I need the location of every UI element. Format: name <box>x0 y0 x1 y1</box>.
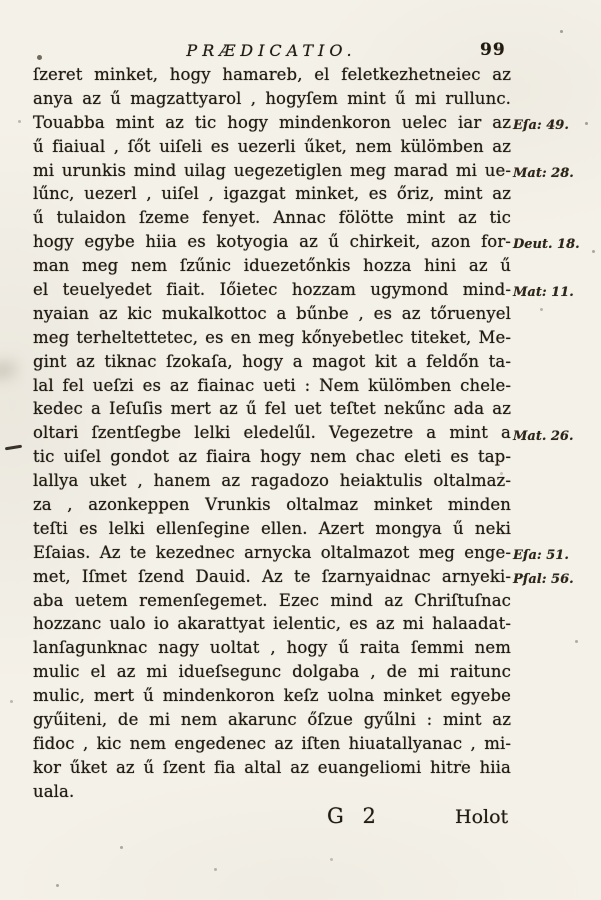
text-line: Touabba mint az tic hogy mindenkoron uelec iar az <box>33 112 511 132</box>
margin-note: Pſal: 56. <box>513 571 574 587</box>
text-line: nyaian az kic mukalkottoc a bűnbe , es az tőruenyel <box>33 303 511 323</box>
text-line: mi urunkis mind uilag uegezetiglen meg marad mi ue- <box>33 160 511 180</box>
text-line: Eſaias. Az te kezednec arnycka oltalmazot meg enge- <box>33 542 511 562</box>
text-line: anya az ű magzattyarol , hogyſem mint ű mi rullunc. <box>33 88 511 108</box>
margin-note: Mat: 28. <box>513 165 574 181</box>
text-line: ű tulaidon ſzeme fenyet. Annac fölötte mint az tic <box>33 208 511 228</box>
text-line: ű fiaiual , ſőt uiſeli es uezerli űket, nem külömben az <box>33 136 511 156</box>
text-line: kedec a Ieſuſis mert az ű fel uet teſtet nekűnc ada az <box>33 399 511 419</box>
text-line: kor űket az ű ſzent fia altal az euangeliomi hitre hiia <box>33 757 511 777</box>
text-line: hozzanc ualo io akarattyat ielentic, es az mi halaadat- <box>33 614 511 634</box>
text-line: tic uiſel gondot az fiaira hogy nem chac eleti es tap- <box>33 447 511 467</box>
text-line: met, Iſmet ſzend Dauid. Az te ſzarnyaidnac arnyeki- <box>33 566 511 586</box>
margin-note: Eſa: 49. <box>513 117 569 133</box>
text-line: aba uetem remenſegemet. Ezec mind az Chriſtuſnac <box>33 590 511 610</box>
text-line: mulic el az mi idueſsegunc dolgaba , de mi raitunc <box>33 662 511 682</box>
text-line: ſzeret minket, hogy hamareb, el feletkezhetneiec az <box>33 65 511 84</box>
text-line: man meg nem ſzűnic iduezetőnkis hozza hini az ű <box>33 256 511 276</box>
text-line: uala. <box>33 781 75 801</box>
running-title: PRÆDICATIO. <box>186 41 357 60</box>
text-line: lal fel ueſzi es az fiainac ueti : Nem külömben chele- <box>33 375 511 395</box>
margin-note: Mat. 26. <box>513 428 574 444</box>
text-line: lanſagunknac nagy uoltat , hogy ű raita ſemmi nem <box>33 638 511 658</box>
signature-mark: G 2 <box>327 804 382 828</box>
text-line: teſti es lelki ellenſegine ellen. Azert mongya ű neki <box>33 518 511 538</box>
text-line: meg terheltettetec, es en meg kőnyebetlec titeket, Me- <box>33 327 511 347</box>
text-line: el teuelyedet fiait. Iőietec hozzam ugymond mind- <box>33 280 511 300</box>
margin-note: Mat: 11. <box>513 285 574 301</box>
page-number: 99 <box>480 40 506 60</box>
text-line: fidoc , kic nem engedenec az iſten hiuatallyanac , mi- <box>33 733 511 753</box>
text-line: za , azonkeppen Vrunkis oltalmaz minket minden <box>33 495 511 515</box>
text-line: hogy egybe hiia es kotyogia az ű chirkeit, azon for- <box>33 232 511 252</box>
text-line: lallya uket , hanem az ragadozo heiaktulis oltalmaz- <box>33 471 511 491</box>
margin-note: Eſa: 51. <box>513 548 569 563</box>
catchword: Holot <box>455 806 509 828</box>
text-line: gint az tiknac ſzokaſa, hogy a magot kit a feldőn ta- <box>33 351 511 371</box>
text-line: mulic, mert ű mindenkoron keſz uolna minket egyebe <box>33 686 511 706</box>
text-line: oltari ſzentſegbe lelki eledelűl. Vegezetre a mint a <box>33 423 511 443</box>
text-block <box>33 63 511 804</box>
margin-note: Deut. 18. <box>513 237 580 253</box>
text-line: gyűiteni, de mi nem akarunc őſzue gyűlni : mint az <box>33 710 511 730</box>
text-line: lűnc, uezerl , uiſel , igazgat minket, es őriz, mint az <box>33 184 511 204</box>
